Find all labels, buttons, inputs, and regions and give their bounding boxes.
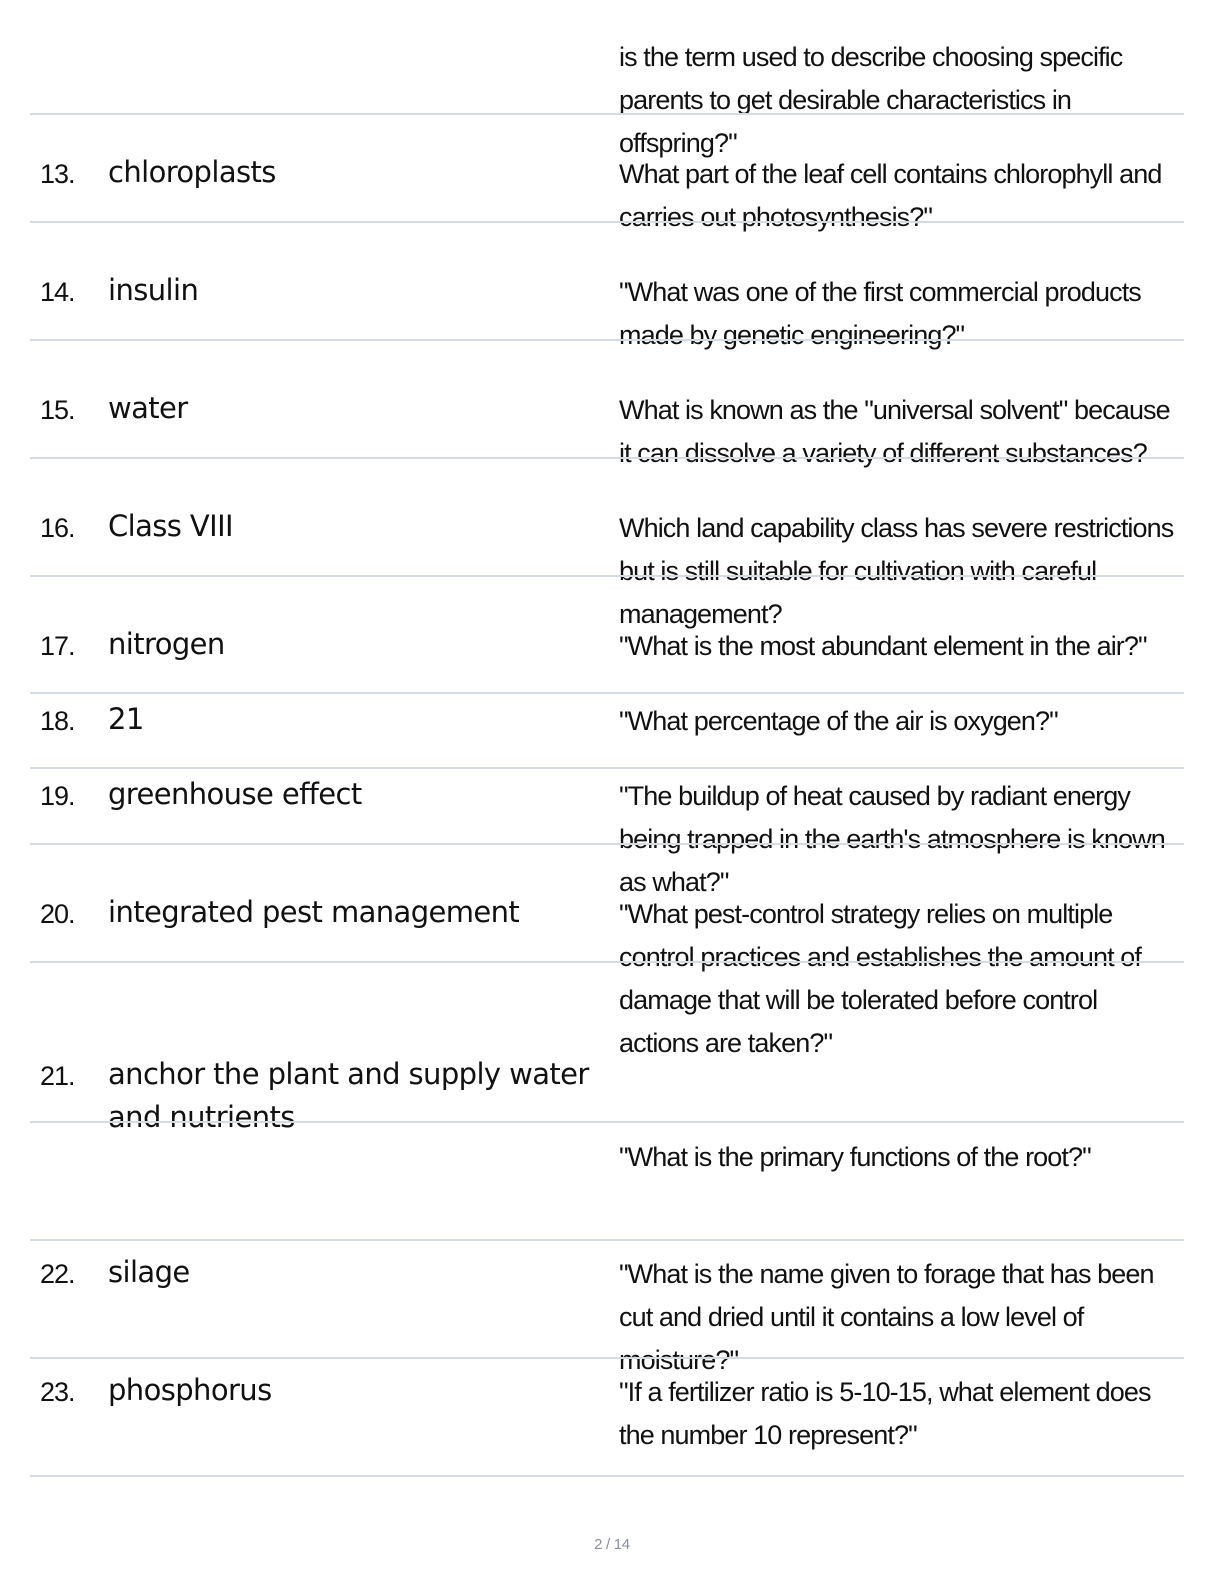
item-question: What part of the leaf cell contains chlorophyll and carries out photosynthesis?" — [619, 159, 1162, 232]
item-term: anchor the plant and supply water and nutrients — [108, 1057, 589, 1134]
divider — [30, 767, 1184, 769]
divider — [30, 843, 1184, 845]
item-number: 15. — [40, 395, 75, 425]
item-number: 20. — [40, 899, 75, 929]
item-term: insulin — [108, 273, 199, 307]
item-term: 21 — [108, 702, 144, 736]
page-indicator: 2 / 14 — [594, 1536, 630, 1553]
divider — [30, 1239, 1184, 1241]
divider — [30, 575, 1184, 577]
item-question: "What is the name given to forage that has been cut and dried until it contains a low level of moisture?" — [619, 1259, 1154, 1375]
item-question: Which land capability class has severe restrictions but is still suitable for cultivation with careful management? — [619, 513, 1174, 629]
divider — [30, 1121, 1184, 1123]
item-term: silage — [108, 1255, 190, 1289]
item-term: phosphorus — [108, 1373, 272, 1407]
item-question: "The buildup of heat caused by radiant energy being trapped in the earth's atmosphere is known as what?" — [619, 781, 1165, 897]
item-term: chloroplasts — [108, 155, 276, 189]
divider — [30, 221, 1184, 223]
divider — [30, 113, 1184, 115]
item-term: integrated pest management — [108, 895, 520, 929]
divider — [30, 1475, 1184, 1477]
divider — [30, 1357, 1184, 1359]
item-number: 18. — [40, 706, 75, 736]
item-question: "What was one of the first commercial products made by genetic engineering?" — [619, 277, 1141, 350]
item-number: 17. — [40, 631, 75, 661]
item-question: What is known as the "universal solvent" because it can dissolve a variety of different substances? — [619, 395, 1170, 468]
item-question: "What is the most abundant element in the air?" — [619, 631, 1147, 661]
item-number: 16. — [40, 513, 75, 543]
item-number: 23. — [40, 1377, 75, 1407]
item-term: nitrogen — [108, 627, 225, 661]
divider — [30, 339, 1184, 341]
divider — [30, 457, 1184, 459]
item-number: 14. — [40, 277, 75, 307]
carryover-question-text: is the term used to describe choosing specific parents to get desirable characteristics in offspring?" — [619, 42, 1123, 158]
item-term: Class VIII — [108, 509, 234, 543]
item-term: water — [108, 391, 188, 425]
item-question: "What pest-control strategy relies on multiple control practices and establishes the amount of damage that will be tolerated before control actions are taken?" — [619, 899, 1142, 1058]
divider — [30, 961, 1184, 963]
item-question: "What percentage of the air is oxygen?" — [619, 706, 1058, 736]
item-question: "What is the primary functions of the root?" — [619, 1142, 1091, 1172]
item-number: 22. — [40, 1259, 75, 1289]
item-number: 13. — [40, 159, 75, 189]
divider — [30, 692, 1184, 694]
item-number: 21. — [40, 1061, 75, 1091]
item-term: greenhouse effect — [108, 777, 362, 811]
item-question: "If a fertilizer ratio is 5-10-15, what element does the number 10 represent?" — [619, 1377, 1151, 1450]
item-number: 19. — [40, 781, 75, 811]
